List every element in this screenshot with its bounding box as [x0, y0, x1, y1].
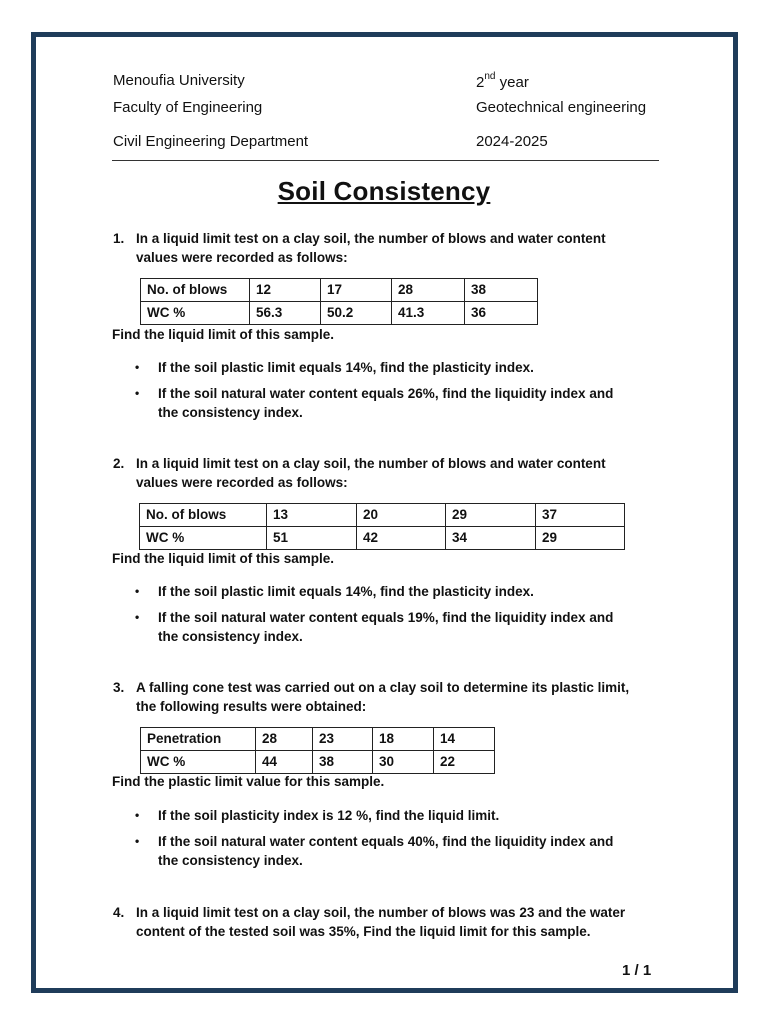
- table-row: [141, 751, 495, 774]
- table-cell: No. of blows: [141, 279, 250, 302]
- table-cell: 38: [465, 279, 538, 302]
- page-number: 1 / 1: [622, 962, 652, 979]
- table-cell: WC %: [141, 302, 250, 325]
- table-cell: 29: [536, 527, 625, 550]
- table-cell: No. of blows: [140, 504, 267, 527]
- table-cell: 51: [267, 527, 357, 550]
- bullet-text: If the soil natural water content equals 26%, find the liquidity index and: [158, 386, 614, 401]
- faculty-name: Faculty of Engineering: [113, 99, 263, 116]
- table-cell: 29: [446, 504, 536, 527]
- bullet-icon: •: [135, 584, 140, 598]
- question-4: [113, 903, 673, 943]
- question-2-find: Find the liquid limit of this sample.: [112, 551, 335, 566]
- bullet-text: the consistency index.: [158, 853, 303, 868]
- question-3: [113, 678, 673, 718]
- table-cell: 34: [446, 527, 536, 550]
- table-cell: 42: [357, 527, 446, 550]
- table-row: [140, 527, 625, 550]
- question-text-line2: content of the tested soil was 35%, Find the liquid limit for this sample.: [136, 924, 591, 939]
- table-cell: WC %: [140, 527, 267, 550]
- table-cell: 30: [373, 751, 434, 774]
- table-cell: 36: [465, 302, 538, 325]
- table-cell: 20: [357, 504, 446, 527]
- question-number: 2.: [113, 456, 125, 471]
- bullet-icon: •: [135, 360, 140, 374]
- table-row: [141, 728, 495, 751]
- question-2: [113, 454, 673, 494]
- table-cell: 28: [256, 728, 313, 751]
- data-table-2: [139, 503, 625, 550]
- table-cell: 14: [434, 728, 495, 751]
- question-3-find: Find the plastic limit value for this sample.: [112, 774, 385, 789]
- bullet-text: If the soil plastic limit equals 14%, find the plasticity index.: [158, 584, 534, 599]
- question-text-line2: values were recorded as follows:: [136, 475, 348, 490]
- bullet-icon: •: [135, 386, 140, 400]
- question-text-line2: the following results were obtained:: [136, 699, 367, 714]
- table-cell: 38: [313, 751, 373, 774]
- table-cell: 50.2: [321, 302, 392, 325]
- table-cell: 12: [250, 279, 321, 302]
- table-row: [140, 504, 625, 527]
- question-number: 4.: [113, 905, 125, 920]
- question-1-find: Find the liquid limit of this sample.: [112, 327, 335, 342]
- table-cell: 41.3: [392, 302, 465, 325]
- table-cell: Penetration: [141, 728, 256, 751]
- page-title: Soil Consistency: [277, 176, 491, 206]
- study-year-word: year: [499, 74, 529, 91]
- table-cell: 17: [321, 279, 392, 302]
- data-table-1: [140, 278, 538, 325]
- bullet-icon: •: [135, 834, 140, 848]
- table-cell: 44: [256, 751, 313, 774]
- study-year-number: 2: [476, 74, 485, 91]
- table-row: [141, 302, 538, 325]
- table-cell: 22: [434, 751, 495, 774]
- question-text-line2: values were recorded as follows:: [136, 250, 348, 265]
- question-text-line1: A falling cone test was carried out on a clay soil to determine its plastic limit,: [136, 680, 630, 695]
- table-cell: 56.3: [250, 302, 321, 325]
- academic-year: 2024-2025: [476, 133, 548, 150]
- bullet-text: If the soil plastic limit equals 14%, find the plasticity index.: [158, 360, 534, 375]
- bullet-text: the consistency index.: [158, 629, 303, 644]
- study-year: [476, 70, 529, 92]
- table-row: [141, 279, 538, 302]
- table-cell: 23: [313, 728, 373, 751]
- department-name: Civil Engineering Department: [113, 133, 309, 150]
- university-name: Menoufia University: [113, 72, 245, 89]
- subject-name: Geotechnical engineering: [476, 99, 647, 116]
- bullet-text: If the soil natural water content equals 40%, find the liquidity index and: [158, 834, 614, 849]
- header-divider: [112, 160, 659, 161]
- bullet-icon: •: [135, 808, 140, 822]
- bullet-text: If the soil natural water content equals 19%, find the liquidity index and: [158, 610, 614, 625]
- study-year-suffix: nd: [484, 71, 496, 82]
- bullet-text: the consistency index.: [158, 405, 303, 420]
- table-cell: WC %: [141, 751, 256, 774]
- table-cell: 28: [392, 279, 465, 302]
- question-text-line1: In a liquid limit test on a clay soil, the number of blows and water content: [136, 456, 606, 471]
- question-text-line1: In a liquid limit test on a clay soil, the number of blows was 23 and the water: [136, 905, 626, 920]
- table-cell: 13: [267, 504, 357, 527]
- question-number: 3.: [113, 680, 125, 695]
- question-number: 1.: [113, 231, 125, 246]
- bullet-icon: •: [135, 610, 140, 624]
- table-cell: 18: [373, 728, 434, 751]
- question-1: [113, 229, 673, 269]
- question-text-line1: In a liquid limit test on a clay soil, the number of blows and water content: [136, 231, 606, 246]
- bullet-text: If the soil plasticity index is 12 %, find the liquid limit.: [158, 808, 500, 823]
- table-cell: 37: [536, 504, 625, 527]
- data-table-3: [140, 727, 495, 774]
